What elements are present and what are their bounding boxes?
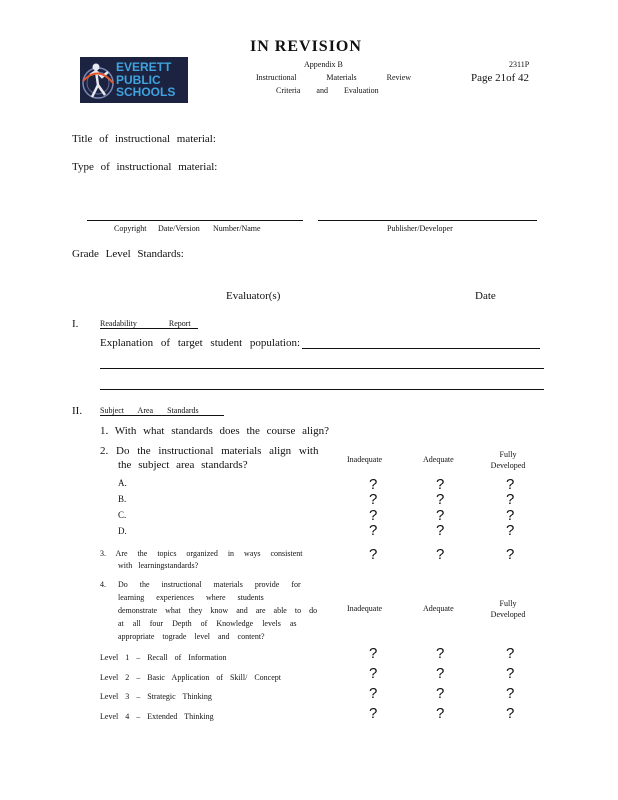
- section1-heading: Readability Report: [100, 319, 198, 329]
- level-4-fully-developed-checkbox[interactable]: ?: [506, 705, 515, 722]
- school-logo: [80, 57, 188, 103]
- number-name-label: Number/Name: [213, 224, 261, 233]
- option-c-inadequate-checkbox[interactable]: ?: [369, 507, 378, 524]
- date-version-label: Date/Version: [158, 224, 200, 233]
- rating-fully-developed-header: Fully Developed: [490, 450, 526, 470]
- page-title: IN REVISION: [250, 38, 362, 55]
- question-4-line5: appropriate tograde level and content?: [118, 632, 265, 641]
- copyright-line: [87, 220, 303, 221]
- question-1: 1. With what standards does the course align?: [100, 425, 329, 437]
- rating-inadequate-header-2: Inadequate: [347, 604, 383, 613]
- option-a-adequate-checkbox[interactable]: ?: [436, 476, 445, 493]
- option-b-inadequate-checkbox[interactable]: ?: [369, 491, 378, 508]
- option-b: B.: [118, 494, 127, 504]
- option-b-adequate-checkbox[interactable]: ?: [436, 491, 445, 508]
- section2-numeral: II.: [72, 405, 83, 417]
- subtitle-line2: Criteria and Evaluation: [276, 86, 379, 95]
- logo-text-line2: PUBLIC: [116, 72, 161, 87]
- question-2-line1: 2. Do the instructional materials align with: [100, 445, 319, 457]
- grade-level-label: Grade Level Standards:: [72, 248, 184, 260]
- option-c: C.: [118, 510, 127, 520]
- question-3-inadequate-checkbox[interactable]: ?: [369, 546, 378, 563]
- type-label: Type of instructional material:: [72, 161, 218, 173]
- level-2-fully-developed-checkbox[interactable]: ?: [506, 665, 515, 682]
- question-3-line2: with learningstandards?: [118, 561, 199, 570]
- level-2: Level 2 – Basic Application of Skill/ Concept: [100, 673, 281, 682]
- option-b-fully-developed-checkbox[interactable]: ?: [506, 491, 515, 508]
- question-3-adequate-checkbox[interactable]: ?: [436, 546, 445, 563]
- level-1: Level 1 – Recall of Information: [100, 653, 227, 662]
- level-3: Level 3 – Strategic Thinking: [100, 692, 212, 701]
- level-4-adequate-checkbox[interactable]: ?: [436, 705, 445, 722]
- evaluator-label: Evaluator(s): [226, 290, 281, 302]
- logo-text-line1: EVERETT: [116, 60, 172, 74]
- option-c-fully-developed-checkbox[interactable]: ?: [506, 507, 515, 524]
- option-a: A.: [118, 478, 127, 488]
- level-3-inadequate-checkbox[interactable]: ?: [369, 685, 378, 702]
- rating-adequate-header: Adequate: [423, 455, 454, 464]
- question-3-line1: 3. Are the topics organized in ways consistent: [100, 549, 303, 558]
- rating-fully-developed-header-2: Fully Developed: [490, 599, 526, 619]
- answer-line-1: [100, 368, 544, 369]
- option-a-fully-developed-checkbox[interactable]: ?: [506, 476, 515, 493]
- copyright-label: Copyright: [114, 224, 147, 233]
- level-1-adequate-checkbox[interactable]: ?: [436, 645, 445, 662]
- level-4-inadequate-checkbox[interactable]: ?: [369, 705, 378, 722]
- publisher-line: [318, 220, 537, 221]
- level-1-fully-developed-checkbox[interactable]: ?: [506, 645, 515, 662]
- section2-heading: Subject Area Standards: [100, 406, 224, 416]
- explanation-label: Explanation of target student population:: [100, 337, 301, 349]
- option-d-inadequate-checkbox[interactable]: ?: [369, 522, 378, 539]
- level-2-adequate-checkbox[interactable]: ?: [436, 665, 445, 682]
- publisher-label: Publisher/Developer: [387, 224, 453, 233]
- option-d: D.: [118, 526, 127, 536]
- question-3-fully-developed-checkbox[interactable]: ?: [506, 546, 515, 563]
- question-4-line4: at all four Depth of Knowledge levels as: [118, 619, 297, 628]
- question-4-line3: demonstrate what they know and are able to do: [118, 606, 318, 615]
- option-d-adequate-checkbox[interactable]: ?: [436, 522, 445, 539]
- level-4: Level 4 – Extended Thinking: [100, 712, 214, 721]
- subtitle-line1: Instructional Materials Review: [256, 73, 412, 82]
- page-number: Page 21of 42: [471, 72, 530, 84]
- level-3-adequate-checkbox[interactable]: ?: [436, 685, 445, 702]
- option-d-fully-developed-checkbox[interactable]: ?: [506, 522, 515, 539]
- appendix-label: Appendix B: [304, 60, 343, 69]
- title-label: Title of instructional material:: [72, 133, 216, 145]
- question-4-line1: 4. Do the instructional materials provide for: [100, 580, 301, 589]
- section1-numeral: I.: [72, 318, 79, 330]
- rating-adequate-header-2: Adequate: [423, 604, 454, 613]
- logo-text-line3: SCHOOLS: [116, 85, 176, 99]
- document-code: 2311P: [509, 60, 530, 69]
- answer-line-2: [100, 389, 544, 390]
- question-4-line2: learning experiences where students: [118, 593, 264, 602]
- level-2-inadequate-checkbox[interactable]: ?: [369, 665, 378, 682]
- rating-inadequate-header: Inadequate: [347, 455, 383, 464]
- question-2-line2: the subject area standards?: [118, 459, 248, 471]
- level-3-fully-developed-checkbox[interactable]: ?: [506, 685, 515, 702]
- option-a-inadequate-checkbox[interactable]: ?: [369, 476, 378, 493]
- date-label: Date: [475, 290, 496, 302]
- level-1-inadequate-checkbox[interactable]: ?: [369, 645, 378, 662]
- option-c-adequate-checkbox[interactable]: ?: [436, 507, 445, 524]
- explanation-line: [302, 348, 540, 349]
